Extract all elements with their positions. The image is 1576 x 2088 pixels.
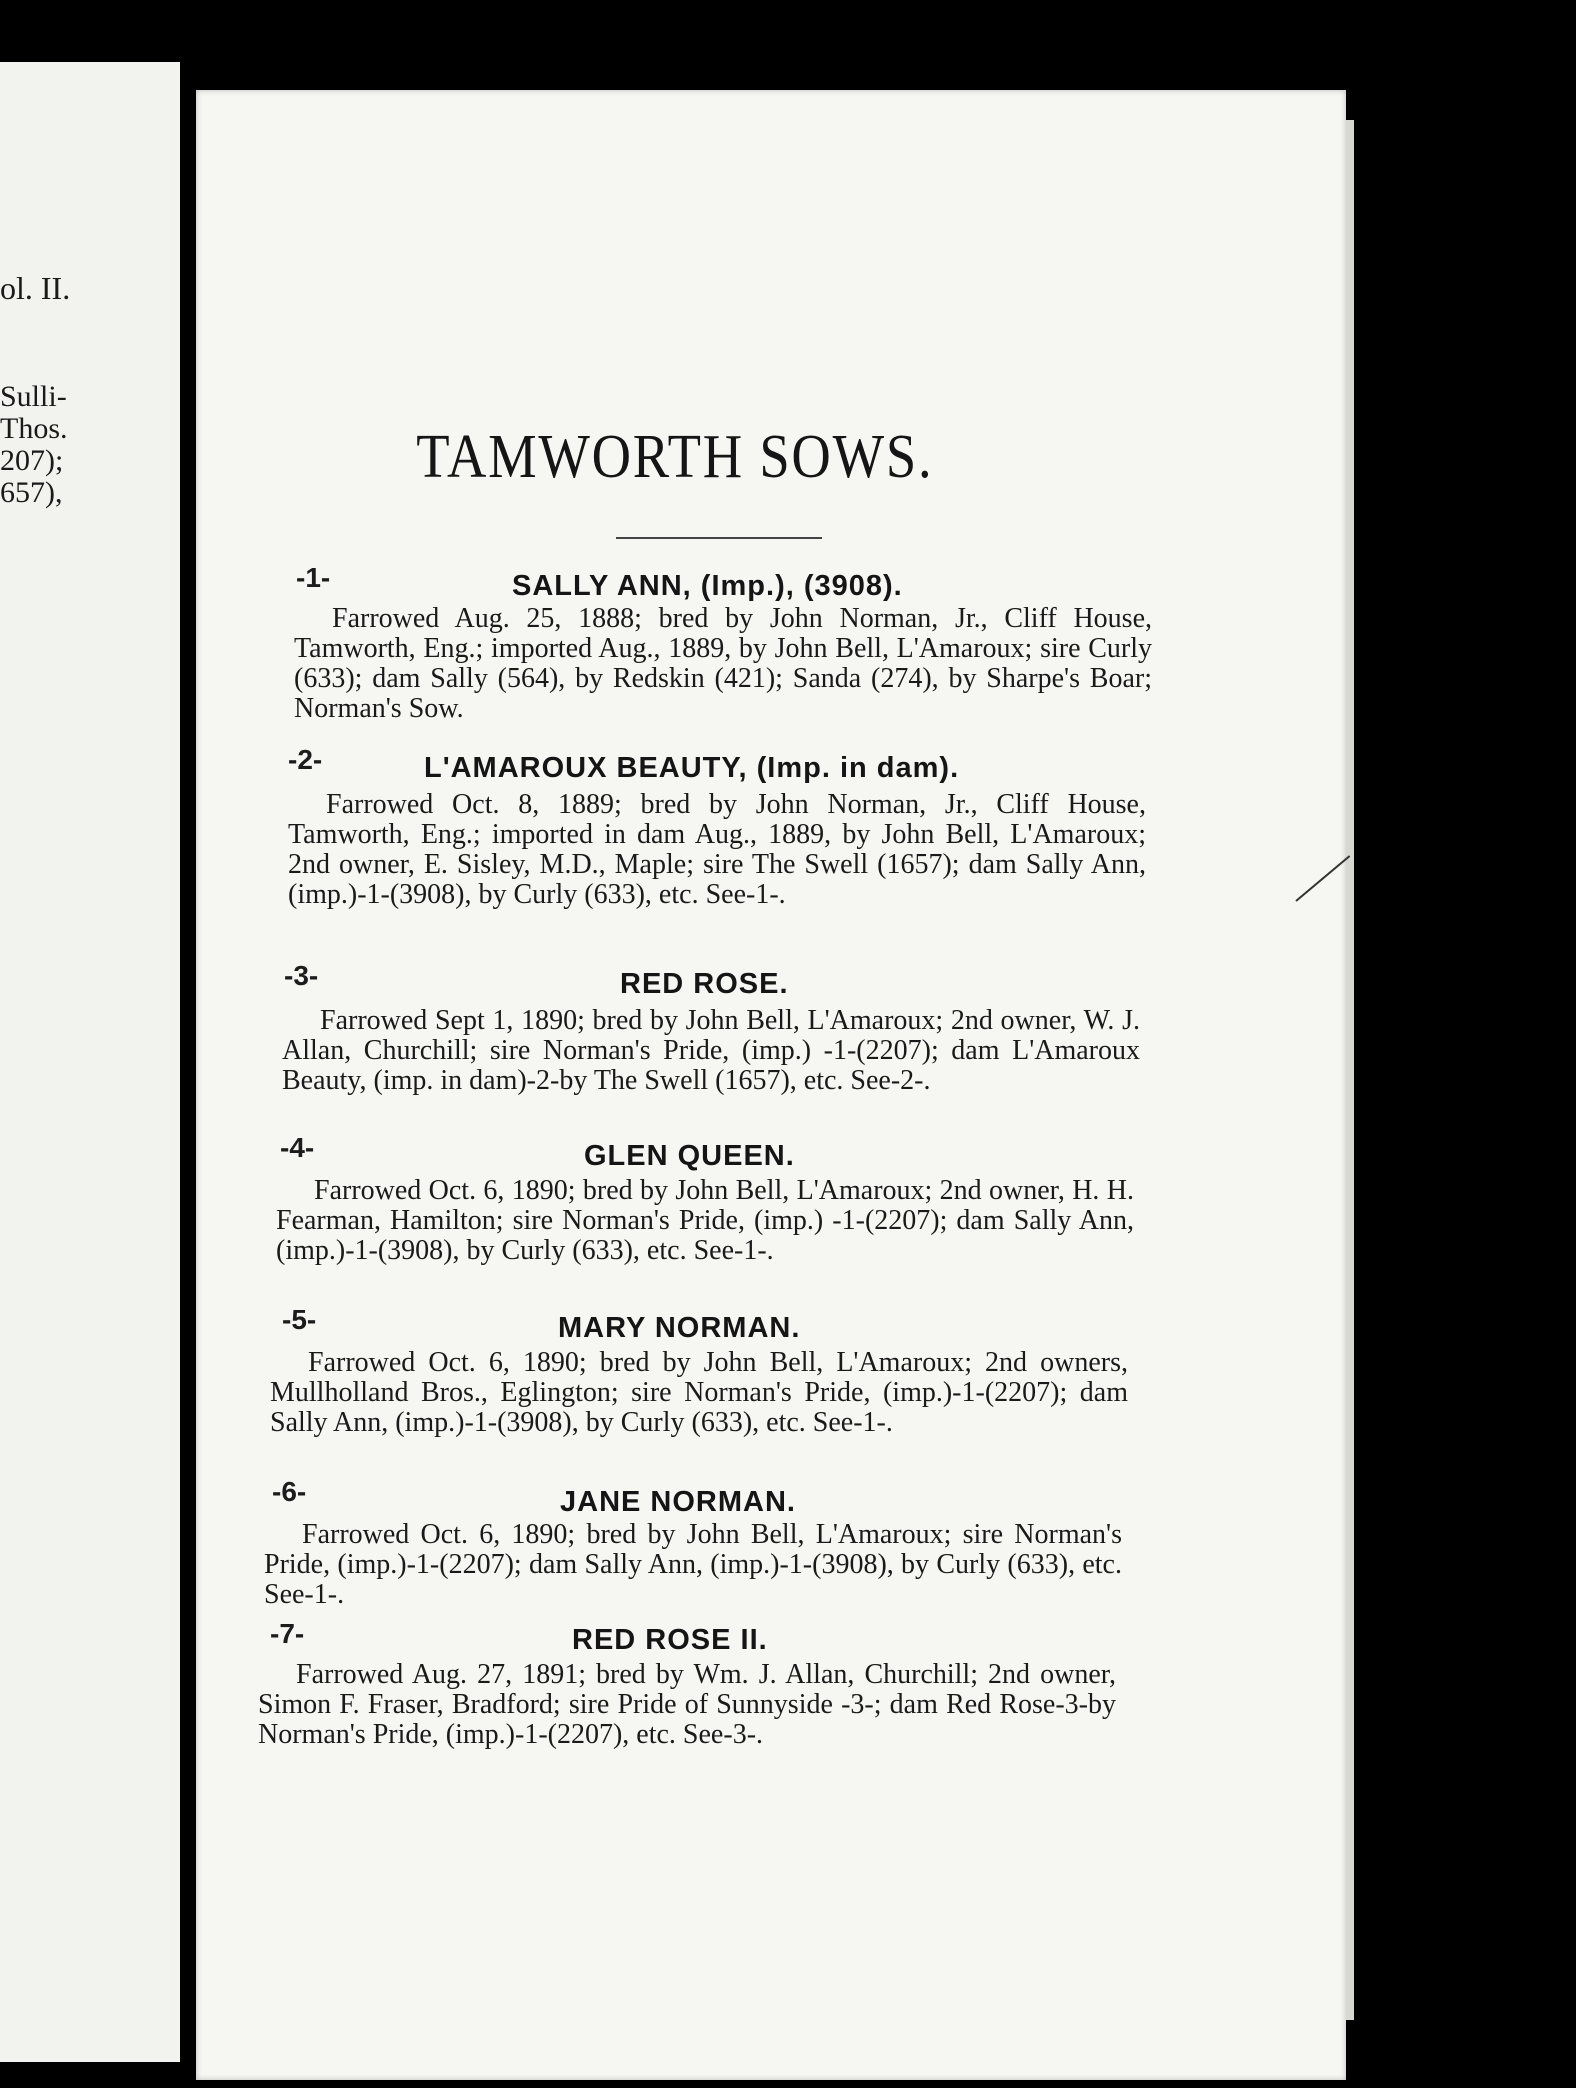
- page-edge: [1346, 120, 1354, 2020]
- left-page-line: Sulli-: [0, 380, 67, 413]
- previous-page-fragment: [0, 62, 180, 2062]
- entry-name: SALLY ANN, (Imp.), (3908).: [512, 570, 903, 602]
- entry-number: -5-: [282, 1304, 317, 1335]
- entry-number: -2-: [288, 744, 323, 775]
- entry-number: -6-: [272, 1476, 307, 1507]
- left-page-line: Thos.: [0, 412, 68, 445]
- title-rule: [616, 537, 822, 539]
- entry-number: -7-: [270, 1618, 305, 1649]
- entry-text: Farrowed Oct. 8, 1889; bred by John Norman, Jr., Cliff House, Tamworth, Eng.; imported in dam Aug., 1889, by John Bell, L'Amaroux; 2nd owner, E. Sisley, M.D., Maple; sire The Swell (1657); dam Sally Ann, (imp.)-1-(3908), by Curly (633), etc. See-1-.: [288, 789, 1146, 910]
- entry-text: Farrowed Aug. 27, 1891; bred by Wm. J. Allan, Churchill; 2nd owner, Simon F. Fraser, Bradford; sire Pride of Sunnyside -3-; dam Red Rose-3-by Norman's Pride, (imp.)-1-(2207), etc. See-3-.: [258, 1659, 1116, 1750]
- left-page-line: 657),: [0, 476, 63, 509]
- entry-name: RED ROSE.: [620, 968, 789, 1000]
- entry-name: RED ROSE II.: [572, 1624, 768, 1656]
- entry-text: Farrowed Sept 1, 1890; bred by John Bell, L'Amaroux; 2nd owner, W. J. Allan, Churchill; sire Norman's Pride, (imp.) -1-(2207); dam L'Amaroux Beauty, (imp. in dam)-2-by The Swell (1657), etc. See-2-.: [282, 1005, 1140, 1096]
- entry-name: MARY NORMAN.: [558, 1312, 801, 1344]
- entry-text: Farrowed Aug. 25, 1888; bred by John Norman, Jr., Cliff House, Tamworth, Eng.; imported Aug., 1889, by John Bell, L'Amaroux; sire Curly (633); dam Sally (564), by Redskin (421); Sanda (274), by Sharpe's Boar; Norman's Sow.: [294, 603, 1152, 724]
- entry-number: -1-: [296, 562, 331, 593]
- entry-text: Farrowed Oct. 6, 1890; bred by John Bell, L'Amaroux; 2nd owners, Mullholland Bros., Eglington; sire Norman's Pride, (imp.)-1-(2207); dam Sally Ann, (imp.)-1-(3908), by Curly (633), etc. See-1-.: [270, 1347, 1128, 1438]
- page-title: TAMWORTH SOWS.: [416, 423, 934, 491]
- entry-name: JANE NORMAN.: [560, 1486, 796, 1518]
- entry-text: Farrowed Oct. 6, 1890; bred by John Bell, L'Amaroux; sire Norman's Pride, (imp.)-1-(2207); dam Sally Ann, (imp.)-1-(3908), by Curly (633), etc. See-1-.: [264, 1519, 1122, 1610]
- entry-name: GLEN QUEEN.: [584, 1140, 795, 1172]
- entry-number: -3-: [284, 960, 319, 991]
- entry-number: -4-: [280, 1132, 315, 1163]
- entry-name: L'AMAROUX BEAUTY, (Imp. in dam).: [424, 752, 960, 784]
- left-page-line: 207);: [0, 444, 64, 477]
- entry-text: Farrowed Oct. 6, 1890; bred by John Bell, L'Amaroux; 2nd owner, H. H. Fearman, Hamilton; sire Norman's Pride, (imp.) -1-(2207); dam Sally Ann, (imp.)-1-(3908), by Curly (633), etc. See-1-.: [276, 1175, 1134, 1266]
- left-page-line: ol. II.: [0, 270, 71, 306]
